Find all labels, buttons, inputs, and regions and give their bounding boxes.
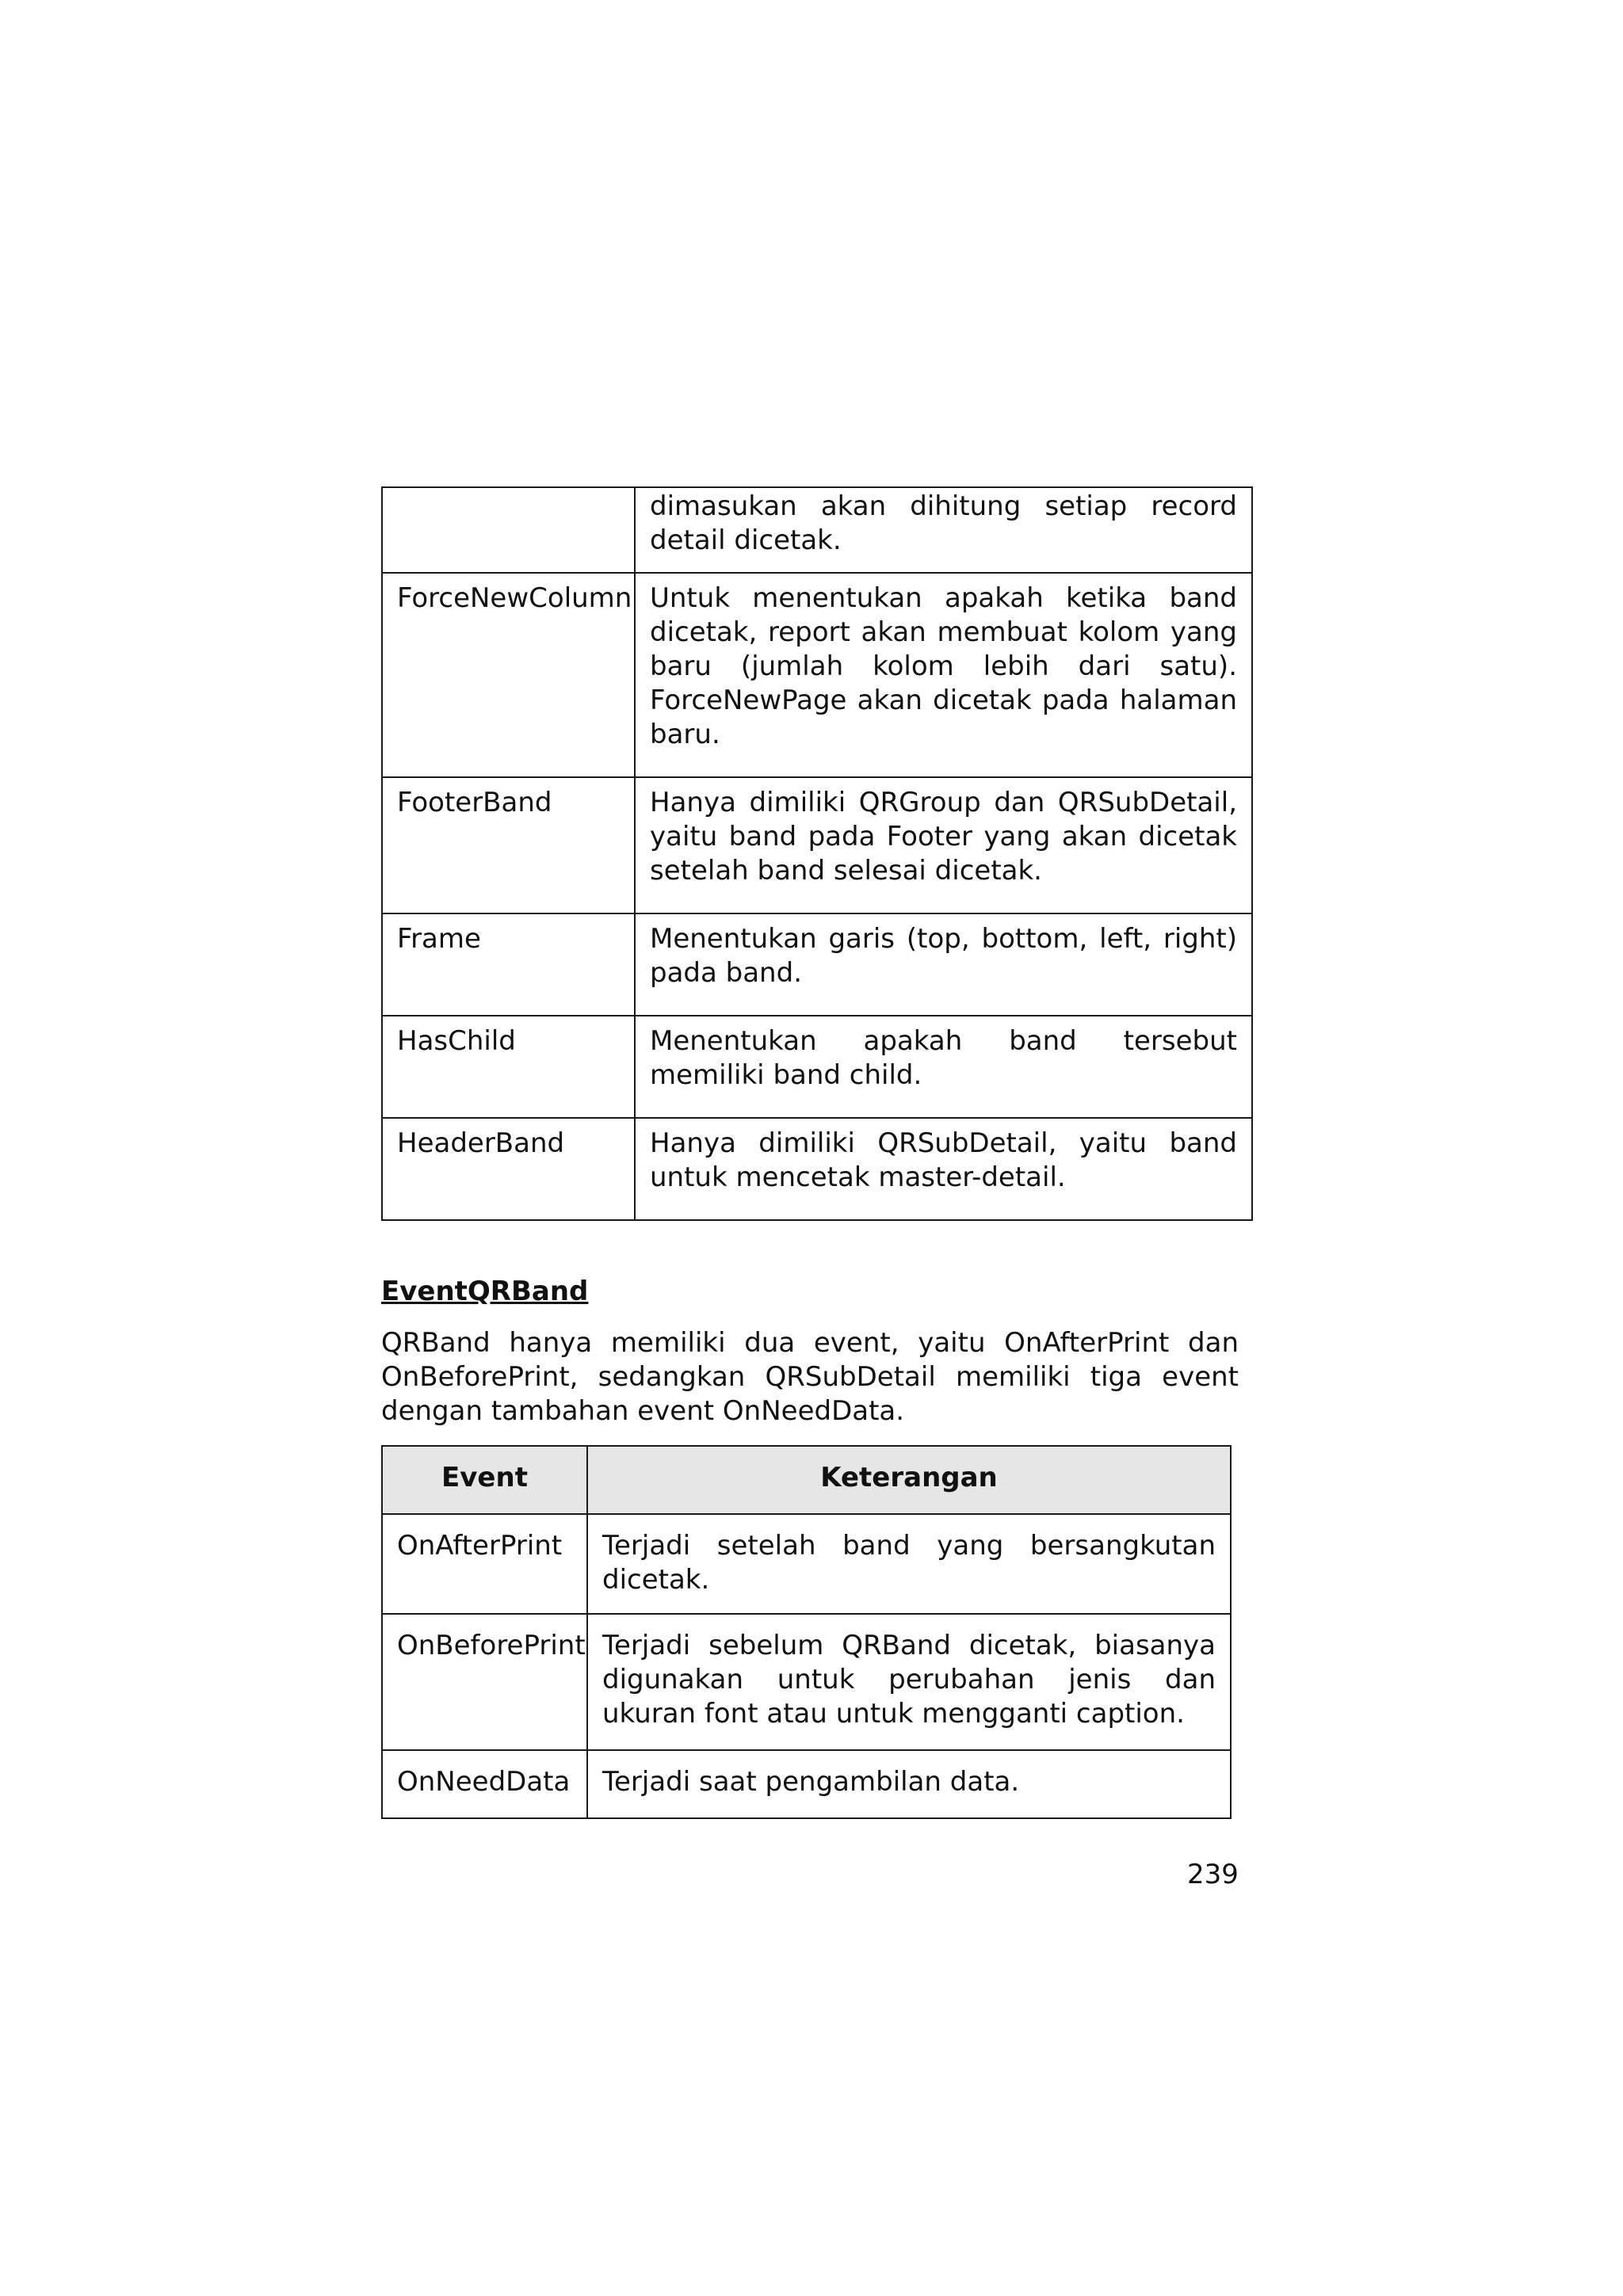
property-description: dimasukan akan dihitung setiap record detail dicetak.: [635, 487, 1252, 573]
table-row: [382, 573, 1252, 777]
table-row: [382, 1016, 1252, 1118]
table-row: [382, 1614, 1231, 1750]
section-intro-paragraph: QRBand hanya memiliki dua event, yaitu OnAfterPrint dan OnBeforePrint, sedangkan QRSubDetail memiliki tiga event dengan tambahan event OnNeedData.: [381, 1327, 1239, 1427]
table-row: [382, 1750, 1231, 1818]
event-description: Terjadi sebelum QRBand dicetak, biasanya digunakan untuk perubahan jenis dan ukuran font atau untuk mengganti caption.: [587, 1614, 1231, 1750]
property-name: FooterBand: [382, 777, 635, 913]
property-description: Untuk menentukan apakah ketika band dicetak, report akan membuat kolom yang baru (jumlah kolom lebih dari satu). ForceNewPage akan dicetak pada halaman baru.: [635, 573, 1252, 777]
table-row: [382, 913, 1252, 1016]
event-description: Terjadi setelah band yang bersangkutan dicetak.: [587, 1514, 1231, 1614]
event-name: OnBeforePrint: [382, 1614, 587, 1750]
property-description: Hanya dimiliki QRSubDetail, yaitu band untuk mencetak master-detail.: [635, 1118, 1252, 1220]
property-description: Hanya dimiliki QRGroup dan QRSubDetail, yaitu band pada Footer yang akan dicetak setelah band selesai dicetak.: [635, 777, 1252, 913]
property-name: ForceNewColumn: [382, 573, 635, 777]
properties-table: [381, 486, 1253, 1221]
property-name: [382, 487, 635, 573]
event-name: OnAfterPrint: [382, 1514, 587, 1614]
table-row: [382, 777, 1252, 913]
event-name: OnNeedData: [382, 1750, 587, 1818]
column-header-keterangan: Keterangan: [587, 1446, 1231, 1514]
events-table: [381, 1445, 1232, 1819]
table-row: [382, 1118, 1252, 1220]
event-description: Terjadi saat pengambilan data.: [587, 1750, 1231, 1818]
property-description: Menentukan garis (top, bottom, left, right) pada band.: [635, 913, 1252, 1016]
property-name: HeaderBand: [382, 1118, 635, 1220]
property-description: Menentukan apakah band tersebut memiliki band child.: [635, 1016, 1252, 1118]
column-header-event: Event: [382, 1446, 587, 1514]
property-name: Frame: [382, 913, 635, 1016]
section-heading: EventQRBand: [381, 1276, 589, 1307]
table-row: [382, 1514, 1231, 1614]
table-header-row: [382, 1446, 1231, 1514]
property-name: HasChild: [382, 1016, 635, 1118]
table-row: [382, 487, 1252, 573]
page-number: 239: [1187, 1859, 1239, 1890]
